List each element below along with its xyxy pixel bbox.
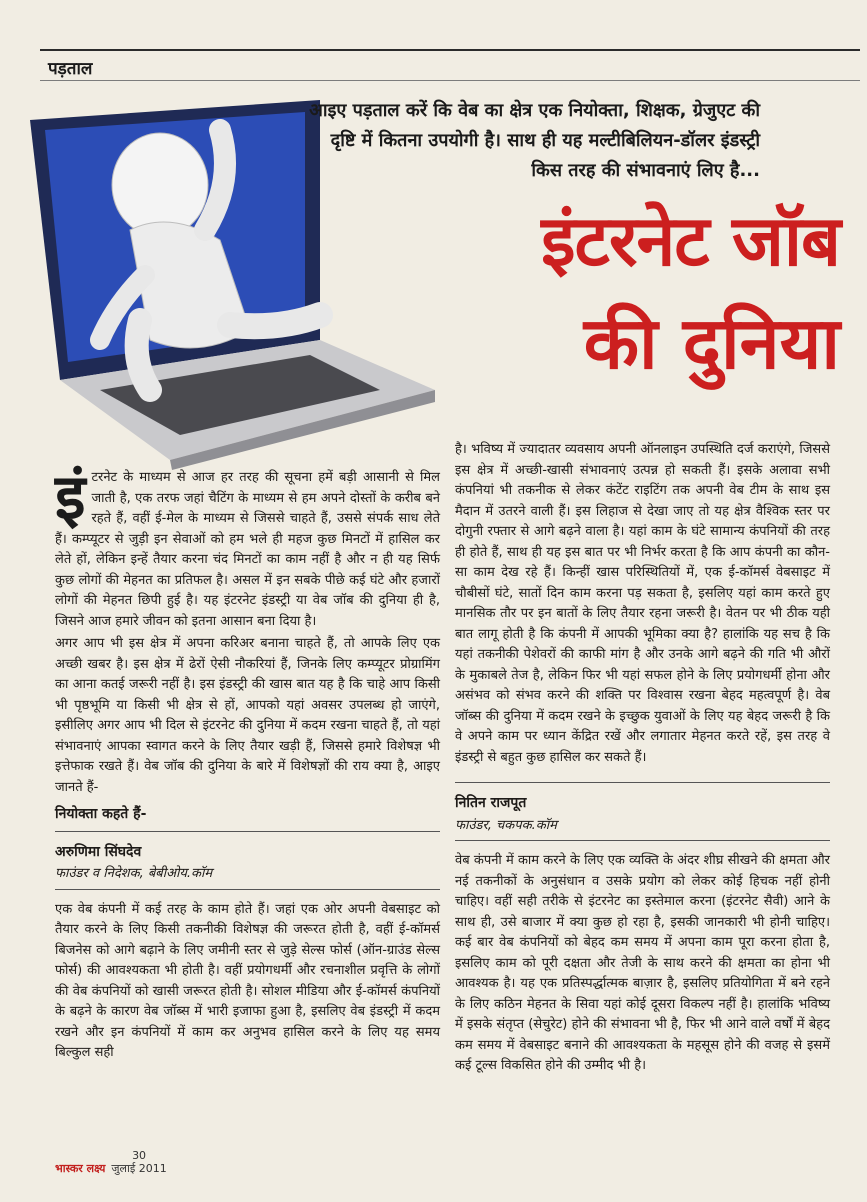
- section-label: पड़ताल: [48, 59, 93, 79]
- issue-date: जुलाई 2011: [111, 1162, 167, 1175]
- expert-title: फाउंडर व निदेशक, बेबीओय.कॉम: [55, 866, 213, 881]
- expert-name-2: नितिन राजपूत: [455, 795, 527, 811]
- divider: [55, 831, 440, 832]
- right-paragraph-1: है। भविष्य में ज्यादातर व्यवसाय अपनी ऑनलाइन उपस्थिति दर्ज कराएंगे, जिससे इस क्षेत्र में अच्छी-खासी संभावनाएं उत्पन्न हो सकती हैं। इसके अलावा सभी कंपनियां भी तकनीक से लेकर कंटेंट राइटिंग तक अपनी वेब टीम के साथ इस मैदान में उतरने वाली हैं। इस लिहाज से देखा जाए तो यह क्षेत्र वैश्विक स्तर पर दोगुनी रफ्तार से आगे बढ़ने वाला है। यहां काम के घंटे सामान्य कंपनियों की तरह ही होते हैं, साथ ही यह इस बात पर भी निर्भर करता है कि आप कंपनी का कौन-सा काम देख रहे हैं। किन्हीं खास परिस्थितियों में, एक ई-कॉमर्स वेबसाइट में चौबीसों घंटे, सातों दिन काम करना पड़ सकता है, इसलिए यहां काम करते हुए मानसिक तौर पर इन बातों के लिए तैयार रहना जरूरी है। वेतन पर भी ठीक यही बात लागू होती है कि कंपनी में आपकी भूमिका क्या है? हालांकि यह सच है कि यहां तकनीकी पेशेवरों की काफी मांग है और उनके आगे बढ़ने की गति भी औरों के मुकाबले तेज है, लेकिन फिर भी यहां सफल होने के लिए प्रयोगधर्मी होना और असंभव को संभव करने की शक्ति पर विश्वास रखना बेहद महत्वपूर्ण है। वेब जॉब्स की दुनिया में कदम रखने के इच्छुक युवाओं के लिए यह बेहद जरूरी है कि वे अपने काम पर ध्यान केंद्रित रखें और लगातार मेहनत करते रहें, इस तरह वे इंडस्ट्री से बहुत कुछ हासिल कर सकते हैं।: [455, 442, 830, 765]
- left-paragraph-2: अगर आप भी इस क्षेत्र में अपना करिअर बनाना चाहते हैं, तो आपके लिए एक अच्छी खबर है। इस क्षेत्र में ढेरों ऐसी नौकरियां हैं, जिनके लिए कम्प्यूटर प्रोग्रामिंग का आना कतई जरूरी नहीं है। इस इंडस्ट्री की खास बात यह है कि चाहे आप किसी भी पृष्ठभूमि या किसी भी क्षेत्र से हों, आपको यहां अवसर उपलब्ध हो जाएंगे, इसीलिए अगर आप भी दिल से इंटरनेट की दुनिया में कदम रखना चाहते हैं, तो यहां संभावनाएं आपका स्वागत करने के लिए तैयार खड़ी हैं, जिससे हमारे विशेषज्ञ भी इत्तेफाक रखते हैं। वेब जॉब की दुनिया के बारे में विशेषज्ञों की राय क्या है, आइए जानते हैं-: [55, 636, 440, 795]
- page-footer: [55, 1150, 167, 1176]
- header-rule-thin: [40, 80, 860, 81]
- right-paragraph-2: वेब कंपनी में काम करने के लिए एक व्यक्ति के अंदर शीघ्र सीखने की क्षमता और नई तकनीकों के अनुसंधान व उसके प्रयोग को लेकर कोई हिचक नहीं होनी चाहिए। वहीं सही तरीके से इंटरनेट का इस्तेमाल करना (इंटरनेट सैवी) आने के साथ ही, उसे बाजार में क्या कुछ हो रहा है, इसकी जानकारी भी होनी चाहिए। कई बार वेब कंपनियों को बेहद कम समय में अपना काम पूरा करना होता है, इसलिए काम को पूरी दक्षता और तेजी के साथ करने की क्षमता का होना भी आवश्यक है। यह एक प्रतिस्पर्द्धात्मक बाज़ार है, इसलिए प्रतियोगिता में बने रहने के लिए कठिन मेहनत के सिवा यहां कोई दूसरा विकल्प नहीं है। हालांकि भविष्य में इसके संतृप्त (सेचुरेट) होने की संभावना भी है, फिर भी आने वाले वर्षों में बेहद कम समय में वेबसाइट बनाने की आवश्यकता के महसूस होने की वजह से इसमें कई टूल्स विकसित होने की उम्मीद भी है।: [455, 853, 830, 1073]
- divider: [55, 889, 440, 890]
- expert-name: अरुणिमा सिंघदेव: [55, 843, 142, 860]
- page-info: [111, 1150, 166, 1176]
- header-rule: [40, 49, 860, 51]
- divider: [455, 840, 830, 841]
- intro-text: आइए पड़ताल करें कि वेब का क्षेत्र एक नियोक्ता, शिक्षक, ग्रेजुएट की दृष्टि में कितना उपयोगी है। साथ ही यह मल्टीबिलियन-डॉलर इंडस्ट्री किस तरह की संभावनाएं लिए है...: [309, 100, 760, 181]
- left-paragraph-3: एक वेब कंपनी में कई तरह के काम होते हैं। जहां एक ओर अपनी वेबसाइट को तैयार करने के लिए किसी तकनीकी विशेषज्ञ की जरूरत होती है, वहीं ई-कॉमर्स बिजनेस को आगे बढ़ाने के लिए जमीनी स्तर से जुड़े सेल्स फोर्स (ऑन-ग्राउंड सेल्स फोर्स) की आवश्यकता भी होती है। वहीं प्रयोगधर्मी और रचनाशील प्रवृत्ति के लोगों की वेब कंपनियों को खासी जरूरत होती है। सोशल मीडिया और ई-कॉमर्स कंपनियों के बढ़ने के कारण वेब जॉब्स में भारी इजाफा हुआ है, इसलिए वेब इंडस्ट्री में कदम रखने और इन कंपनियों में काम कर अनुभव हासिल करने के लिए यह समय बिल्कुल सही: [55, 901, 440, 1060]
- article-title-line2: की दुनिया: [583, 301, 840, 385]
- divider: [455, 782, 830, 783]
- left-paragraph-1: टरनेट के माध्यम से आज हर तरह की सूचना हमें बड़ी आसानी से मिल जाती है, एक तरफ जहां चैटिंग के माध्यम से हम अपने दोस्तों के करीब बने रहते हैं, वहीं ई-मेल के माध्यम से जिससे चाहते हैं, उससे संपर्क साध लेते हैं। कम्प्यूटर से जुड़ी इन सेवाओं को हम भले ही महज कुछ मिनटों में हासिल कर लेते हों, लेकिन इन्हें तैयार करना चंद मिनटों का काम नहीं है और न ही यह सिर्फ कुछ लोगों की मेहनत का प्रतिफल है। असल में इन सबके पीछे कई घंटे और हजारों लोगों की मेहनत छिपी हुई है। यह इंटरनेट इंडस्ट्री या वेब जॉब की दुनिया ही है, जिसने आज हमारे जीवन को इतना आसान बना दिया है।: [55, 470, 440, 629]
- page-number: 30: [132, 1149, 147, 1162]
- expert-title-2: फाउंडर, चकपक.कॉम: [455, 817, 557, 833]
- employers-subhead: नियोक्ता कहते हैं-: [55, 806, 147, 822]
- magazine-brand: भास्कर लक्ष्य: [55, 1162, 106, 1175]
- drop-cap: इं: [55, 460, 86, 533]
- article-title-line1: इंटरनेट जॉब: [541, 200, 840, 282]
- right-column: [455, 440, 830, 1079]
- left-column: [55, 460, 440, 1066]
